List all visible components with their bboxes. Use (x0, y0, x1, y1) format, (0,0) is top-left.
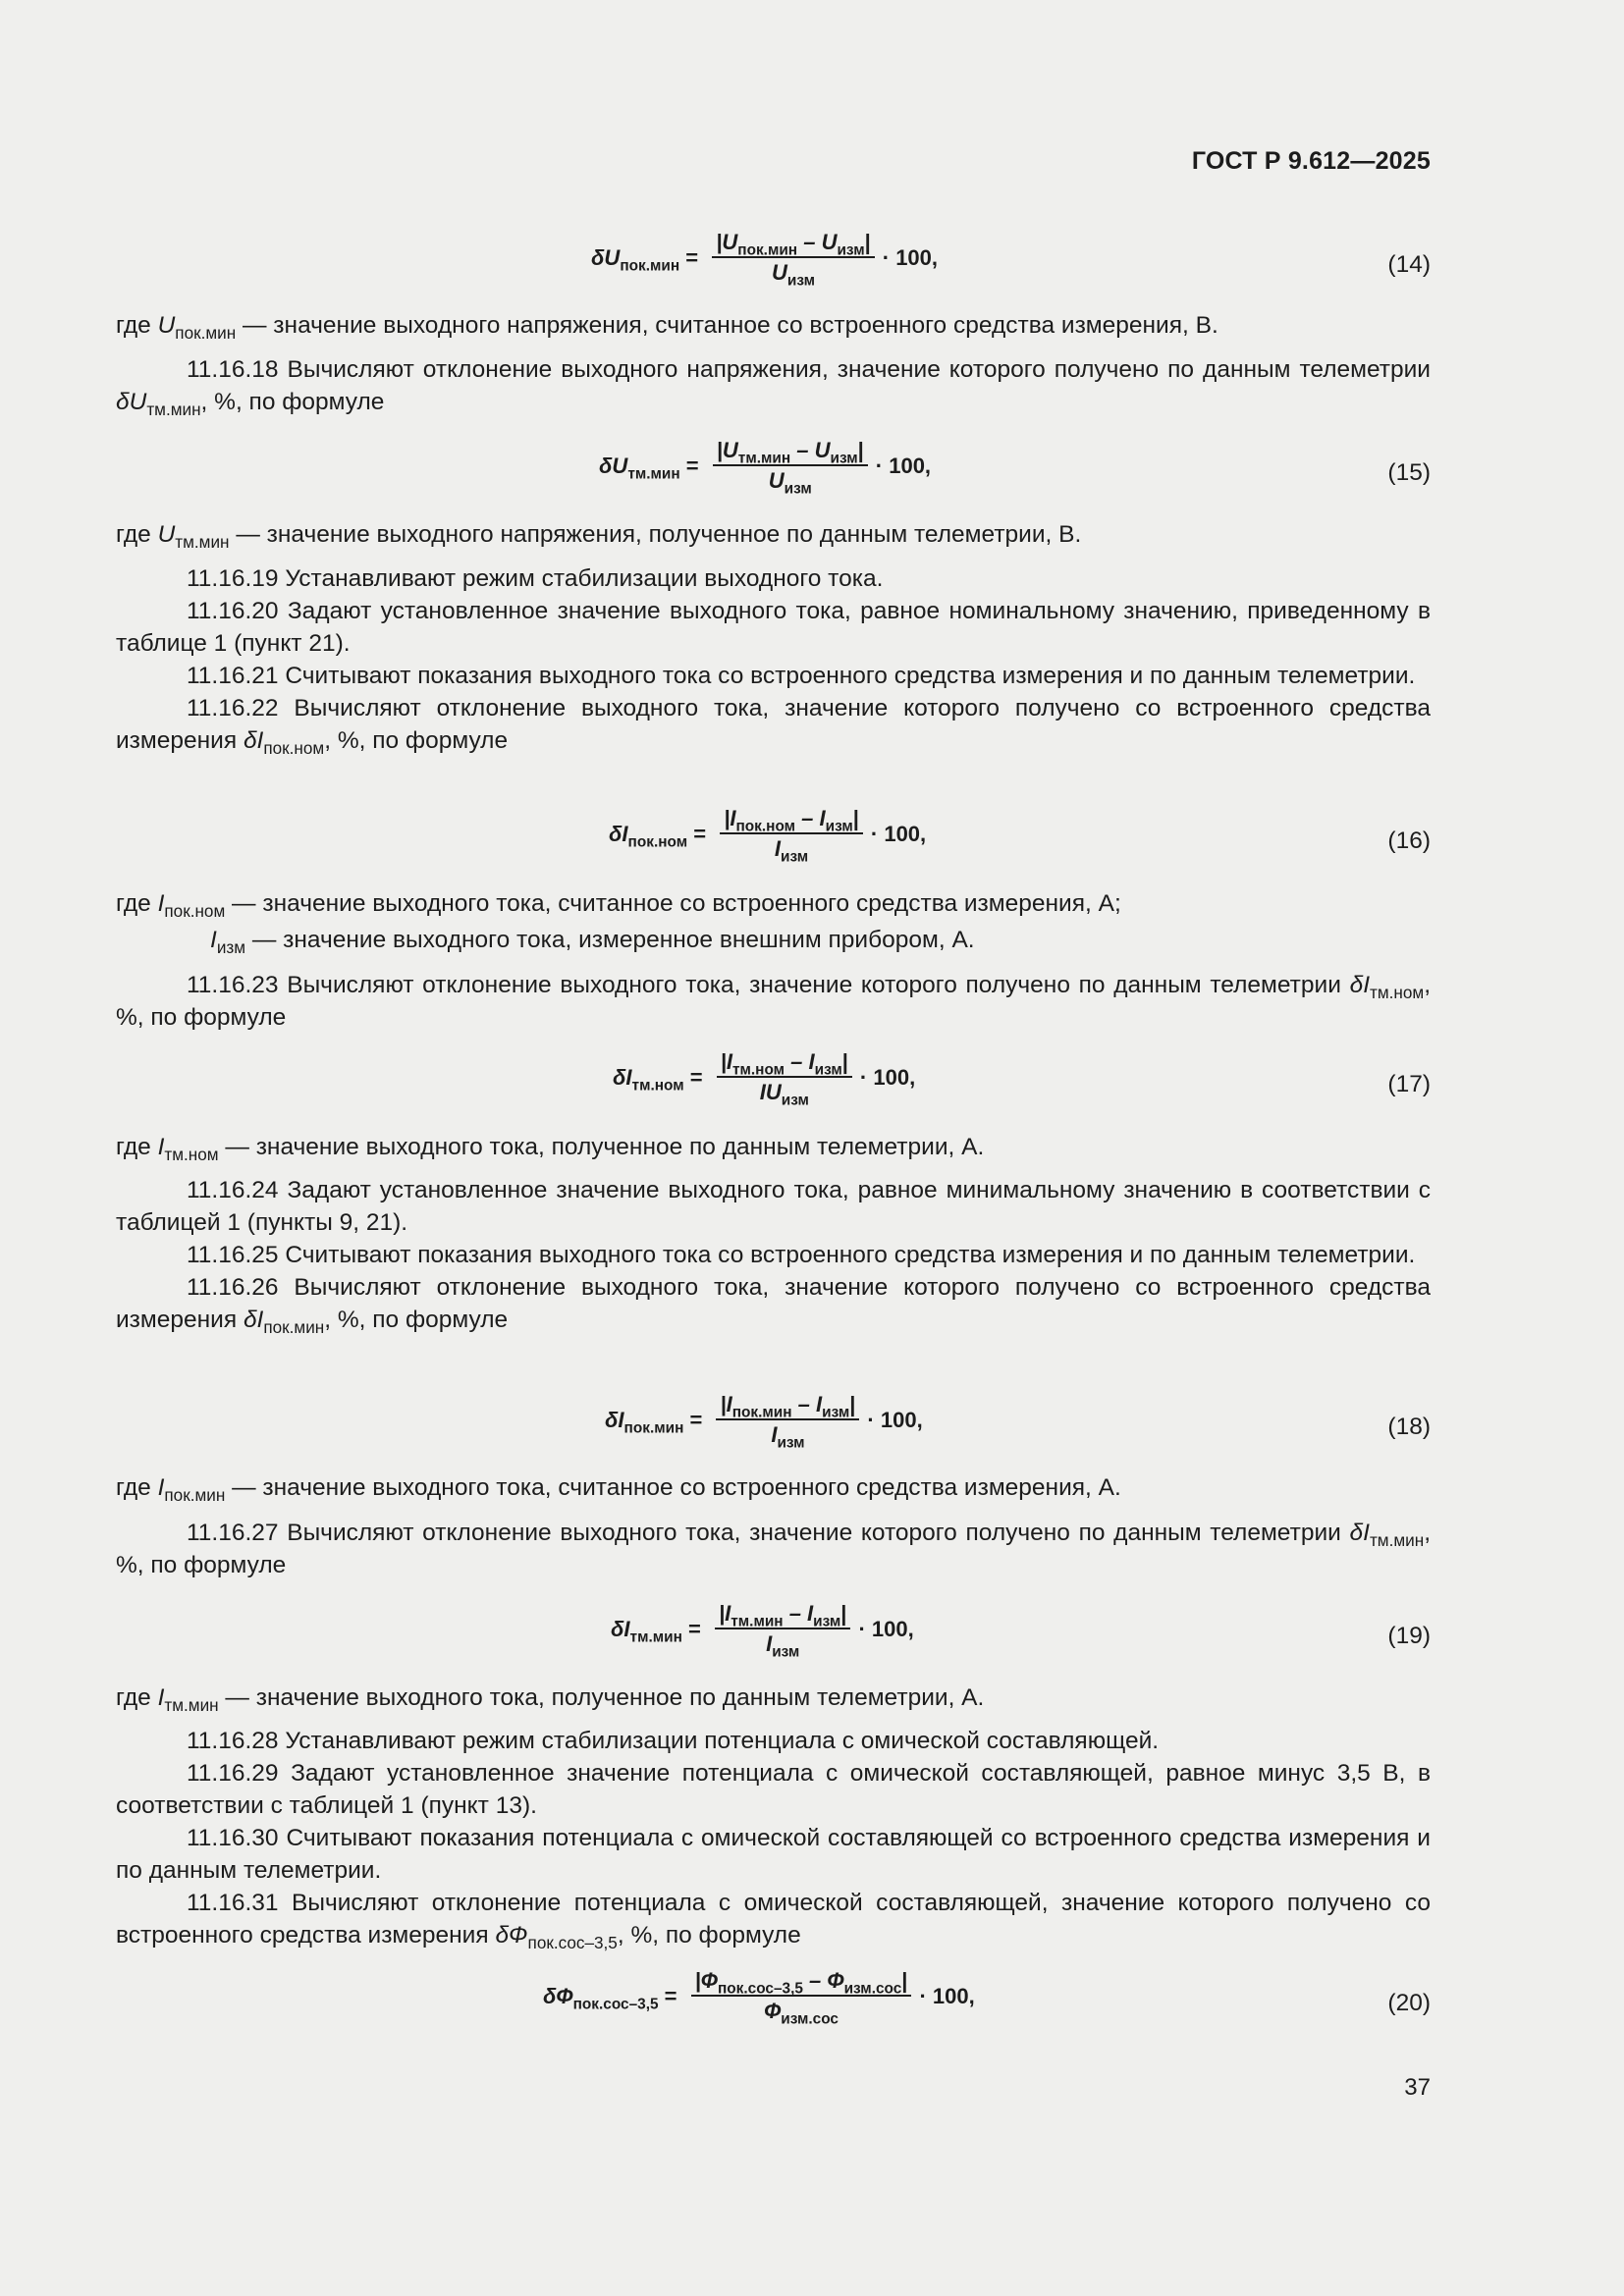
equation-number: (17) (1387, 1071, 1431, 1097)
formula-lhs: $\delta U_{пок.мин}$ (591, 244, 680, 274)
paragraphs-24-26 (116, 1174, 1431, 1336)
paragraph-11-16-29: 11.16.29 Задают установленное значение потенциала с омической составляющей, равное минус 3,5 В, в соответствии с таблицей 1 (пункт 13). (116, 1760, 1431, 1819)
equation-number: (18) (1387, 1414, 1431, 1440)
formula-20: $\delta Ф_{пок.сос-3,5}$ = $\frac{|Ф_{пок.сос-3,5} - Ф_{изм.сос}|}{Ф_{изм.сос}}$ · 100, (20) (543, 1968, 1431, 2028)
formula-16: $\delta I_{пок.ном}$ = $\frac{|I_{пок.ном} - I_{изм}|}{I_{изм}}$ · 100, (16) (609, 806, 1431, 866)
paragraph-11-16-25: 11.16.25 Считывают показания выходного тока со встроенного средства измерения и по данным телеметрии. (187, 1242, 1416, 1268)
equation-number: (20) (1387, 1990, 1431, 2016)
paragraph-11-16-19: 11.16.19 Устанавливают режим стабилизации выходного тока. (187, 565, 884, 592)
formula-18: $\delta I_{пок.мин}$ = $\frac{|I_{пок.мин} - I_{изм}|}{I_{изм}}$ · 100, (18) (605, 1392, 1431, 1452)
where-clause-14: где $U_{пок.мин}$ — значение выходного напряжения, считанное со встроенного средства измерения, В. (116, 312, 1218, 343)
paragraph-11-16-27: 11.16.27 Вычисляют отклонение выходного тока, значение которого получено по данным телеметрии $\delta I_{тм.мин}$, %, по формуле (116, 1520, 1431, 1578)
paragraph-11-16-26: 11.16.26 Вычисляют отклонение выходного тока, значение которого получено со встроенного средства измерения $\delta I_{пок.мин}$, %, по формуле (116, 1274, 1431, 1337)
paragraphs-19-22 (116, 562, 1431, 757)
formula-fraction: $\frac{|U_{пок.мин} - U_{изм}|}{U_{изм}}$ (712, 232, 875, 284)
paragraph-11-16-18: 11.16.18 Вычисляют отклонение выходного напряжения, значение которого получено по данным телеметрии $\delta U_{тм.мин}$, %, по формуле (116, 356, 1431, 419)
formula-17: $\delta I_{тм.ном}$ = $\frac{|I_{тм.ном} - I_{изм}|}{IU_{изм}}$ · 100, (17) (613, 1049, 1431, 1109)
equation-number: (14) (1387, 251, 1431, 278)
equation-number: (19) (1387, 1623, 1431, 1649)
paragraph-11-16-30: 11.16.30 Считывают показания потенциала с омической составляющей со встроенного средства измерения и по данным телеметрии. (116, 1825, 1431, 1884)
document-header: ГОСТ Р 9.612—2025 (1191, 147, 1431, 175)
paragraph-11-16-31: 11.16.31 Вычисляют отклонение потенциала с омической составляющей, значение которого получено со встроенного средства измерения $\delta Ф_{пок.сос-3,5}$, %, по формуле (116, 1890, 1431, 1952)
paragraphs-28-31 (116, 1725, 1431, 1951)
formula-19: $\delta I_{тм.мин}$ = $\frac{|I_{тм.мин} - I_{изм}|}{I_{изм}}$ · 100, (19) (611, 1601, 1431, 1661)
paragraph-11-16-23: 11.16.23 Вычисляют отклонение выходного тока, значение которого получено по данным телеметрии $\delta I_{тм.ном}$, %, по формуле (116, 972, 1431, 1031)
paragraph-11-16-22: 11.16.22 Вычисляют отклонение выходного тока, значение которого получено со встроенного средства измерения $\delta I_{пок.ном}$, %, по формуле (116, 695, 1431, 758)
formula-14: $\delta U_{пок.мин}$ = $\frac{|U_{пок.мин} - U_{изм}|}{U_{изм}}$ · 100, (14) (591, 230, 1431, 290)
page-number: 37 (1404, 2074, 1431, 2101)
paragraph-11-16-24: 11.16.24 Задают установленное значение выходного тока, равное минимальному значению в соответствии с таблицей 1 (пункты 9, 21). (116, 1177, 1431, 1236)
where-clause-15: где $U_{тм.мин}$ — значение выходного напряжения, полученное по данным телеметрии, В. (116, 521, 1082, 552)
formula-15: $\delta U_{тм.мин}$ = $\frac{|U_{тм.мин} - U_{изм}|}{U_{изм}}$ · 100, (15) (599, 438, 1431, 498)
paragraph-11-16-28: 11.16.28 Устанавливают режим стабилизации потенциала с омической составляющей. (187, 1728, 1160, 1754)
equation-number: (15) (1387, 459, 1431, 486)
where-clause-16a: где $I_{пок.ном}$ — значение выходного тока, считанное со встроенного средства измерения, А; (116, 890, 1121, 921)
where-clause-18: где $I_{пок.мин}$ — значение выходного тока, считанное со встроенного средства измерения, А. (116, 1474, 1121, 1505)
where-clause-19: где $I_{тм.мин}$ — значение выходного тока, полученное по данным телеметрии, А. (116, 1684, 985, 1715)
equation-number: (16) (1387, 828, 1431, 854)
paragraph-11-16-21: 11.16.21 Считывают показания выходного тока со встроенного средства измерения и по данным телеметрии. (187, 663, 1416, 689)
paragraph-11-16-20: 11.16.20 Задают установленное значение выходного тока, равное номинальному значению, приведенному в таблице 1 (пункт 21). (116, 598, 1431, 657)
where-clause-17: где $I_{тм.ном}$ — значение выходного тока, полученное по данным телеметрии, А. (116, 1134, 985, 1164)
where-clause-16b: $I_{изм}$ — значение выходного тока, измеренное внешним прибором, А. (210, 927, 975, 957)
